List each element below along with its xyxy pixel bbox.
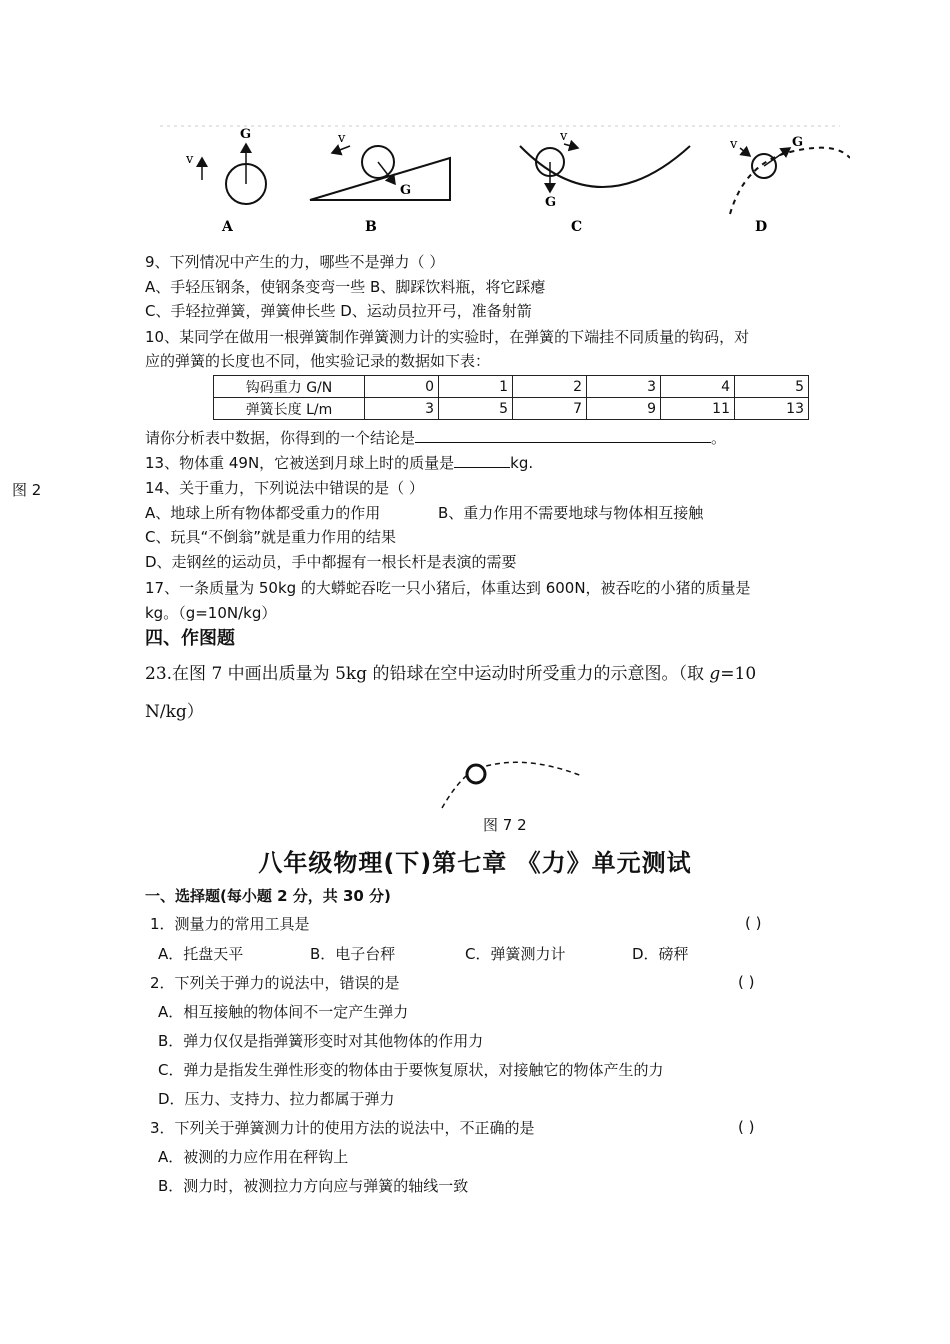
mc1-option-c: C．弹簧测力计	[465, 945, 566, 963]
svg-text:v: v	[338, 131, 346, 146]
section-heading-drawing: 四、作图题	[145, 628, 235, 649]
panel-a	[185, 127, 266, 235]
panel-label-c: C	[571, 219, 583, 235]
table-cell: 11	[661, 398, 735, 420]
q13-suffix: kg.	[510, 454, 534, 472]
answer-blank[interactable]	[454, 453, 510, 468]
svg-text:G: G	[240, 127, 252, 142]
q10-conclusion	[145, 428, 726, 448]
fig7-caption: 图 7 2	[483, 816, 527, 834]
mc2-option-d: D．压力、支持力、拉力都属于弹力	[158, 1090, 395, 1108]
row-label-length: 弹簧长度 L/m	[214, 398, 365, 420]
table-cell: 5	[439, 398, 513, 420]
q10-conclusion-suffix: 。	[711, 429, 727, 447]
table-cell: 3	[365, 398, 439, 420]
q17-line-2: kg。（g=10N/kg）	[145, 604, 277, 622]
q17-line-1: 17、一条质量为 50kg 的大蟒蛇吞吃一只小猪后，体重达到 600N，被吞吃的小猪的质量是	[145, 579, 751, 597]
q14-option-a: A、地球上所有物体都受重力的作用	[145, 504, 381, 522]
mc3-option-b: B．测力时，被测拉力方向应与弹簧的轴线一致	[158, 1177, 469, 1195]
q23-g-symbol: g	[709, 664, 721, 684]
table-cell: 0	[365, 376, 439, 398]
svg-text:v: v	[186, 152, 194, 167]
mc2-option-b: B．弹力仅仅是指弹簧形变时对其他物体的作用力	[158, 1032, 484, 1050]
table-cell: 1	[439, 376, 513, 398]
mc1-option-a: A．托盘天平	[158, 945, 244, 963]
panel-d	[729, 135, 850, 235]
svg-text:v: v	[730, 137, 738, 152]
q23-text-end: =10	[720, 664, 757, 684]
svg-text:v: v	[560, 129, 568, 144]
mc1-stem: 1．测量力的常用工具是	[150, 915, 310, 933]
mc2-option-c: C．弹力是指发生弹性形变的物体由于要恢复原状，对接触它的物体产生的力	[158, 1061, 664, 1079]
q23-line-1	[145, 662, 756, 686]
svg-text:G: G	[792, 135, 804, 150]
panel-label-b: B	[365, 219, 377, 235]
mc2-answer-paren[interactable]: ( )	[738, 973, 755, 991]
mc1-option-d: D．磅秤	[632, 945, 689, 963]
q9-options-2: C、手轻拉弹簧，弹簧伸长些 D、运动员拉开弓，准备射箭	[145, 302, 532, 320]
q10-stem-1: 10、某同学在做用一根弹簧制作弹簧测力计的实验时，在弹簧的下端挂不同质量的钩码，对	[145, 328, 750, 346]
mc1-option-b: B．电子台秤	[310, 945, 396, 963]
q9-options-1: A、手轻压钢条，使钢条变弯一些 B、脚踩饮料瓶，将它踩瘪	[145, 278, 546, 296]
table-cell: 9	[587, 398, 661, 420]
shot-put-trajectory-figure	[430, 750, 600, 812]
q14-option-b: B、重力作用不需要地球与物体相互接触	[438, 504, 704, 522]
mc3-stem: 3．下列关于弹簧测力计的使用方法的说法中，不正确的是	[150, 1119, 535, 1137]
table-row	[214, 376, 809, 398]
section-heading-multiple-choice: 一、选择题(每小题 2 分，共 30 分)	[145, 887, 391, 905]
q14-option-d: D、走钢丝的运动员，手中都握有一根长杆是表演的需要	[145, 553, 517, 571]
q10-stem-2: 应的弹簧的长度也不同，他实验记录的数据如下表：	[145, 352, 491, 370]
table-cell: 13	[735, 398, 809, 420]
q14-option-c: C、玩具“不倒翁”就是重力作用的结果	[145, 528, 397, 546]
q13-prefix: 13、物体重 49N，它被送到月球上时的质量是	[145, 454, 455, 472]
svg-text:G: G	[400, 183, 412, 198]
svg-text:G: G	[545, 195, 557, 210]
table-cell: 4	[661, 376, 735, 398]
table-cell: 2	[513, 376, 587, 398]
test-title: 八年级物理(下)第七章 《力》单元测试	[258, 849, 692, 877]
panel-label-d: D	[755, 219, 768, 235]
table-cell: 7	[513, 398, 587, 420]
row-label-weight: 钩码重力 G/N	[214, 376, 365, 398]
mc3-answer-paren[interactable]: ( )	[738, 1118, 755, 1136]
spring-data-table	[213, 375, 809, 420]
mc3-option-a: A．被测的力应作用在秤钩上	[158, 1148, 349, 1166]
q10-conclusion-prefix: 请你分析表中数据，你得到的一个结论是	[145, 429, 416, 447]
table-cell: 5	[735, 376, 809, 398]
panel-c	[520, 129, 690, 235]
q14-stem: 14、关于重力，下列说法中错误的是（ ）	[145, 479, 424, 497]
force-diagram-figure	[150, 118, 850, 238]
q23-line-2: N/kg）	[145, 702, 204, 722]
table-cell: 3	[587, 376, 661, 398]
q9-stem: 9、下列情况中产生的力，哪些不是弹力（ ）	[145, 253, 445, 271]
panel-b	[310, 131, 450, 235]
q23-text: 23.在图 7 中画出质量为 5kg 的铅球在空中运动时所受重力的示意图。（取	[145, 664, 710, 684]
fig2-label: 图 2	[12, 481, 42, 499]
answer-blank[interactable]	[415, 428, 711, 443]
panel-label-a: A	[222, 219, 233, 235]
mc2-option-a: A．相互接触的物体间不一定产生弹力	[158, 1003, 409, 1021]
mc2-stem: 2．下列关于弹力的说法中，错误的是	[150, 974, 400, 992]
mc1-answer-paren[interactable]: ( )	[745, 914, 762, 932]
table-row	[214, 398, 809, 420]
q13	[145, 453, 533, 473]
